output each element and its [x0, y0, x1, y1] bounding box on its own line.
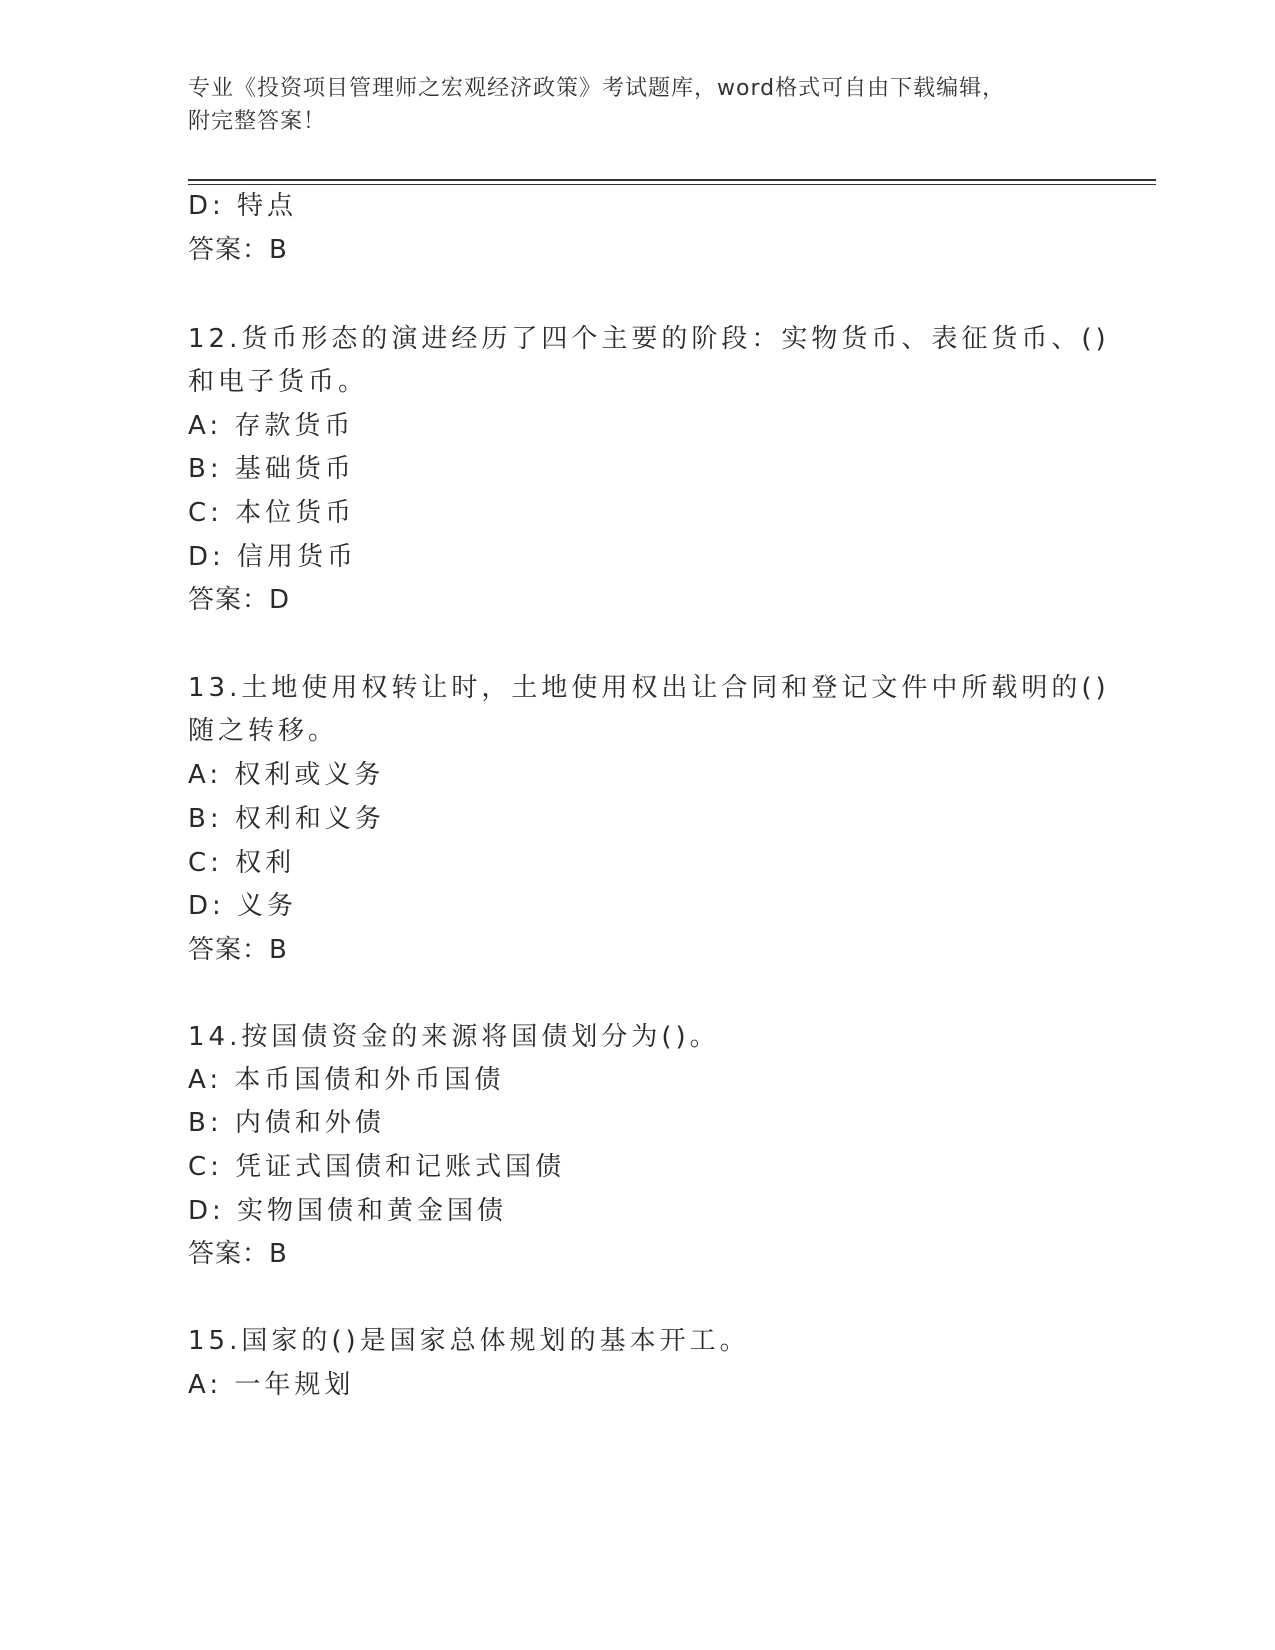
header-line-1: 专业《投资项目管理师之宏观经济政策》考试题库，word格式可自由下载编辑， [188, 76, 1006, 101]
q12-stem-line-2: 和电子货币。 [188, 367, 369, 397]
q15-option-a: A: 一年规划 [188, 1370, 355, 1400]
header-divider [188, 179, 1156, 181]
q14-option-b: B: 内债和外债 [188, 1108, 385, 1138]
document-header [188, 72, 1068, 138]
q14-answer: 答案：B [188, 1239, 288, 1269]
header-line-2: 附完整答案！ [188, 109, 327, 134]
prev-option-d: D: 特点 [188, 191, 298, 221]
q14-option-a: A: 本币国债和外币国债 [188, 1065, 505, 1095]
q13-stem-line-1: 13.土地使用权转让时，土地使用权出让合同和登记文件中所载明的() [188, 673, 1110, 703]
prev-answer: 答案：B [188, 235, 288, 265]
q14-option-d: D: 实物国债和黄金国债 [188, 1196, 508, 1226]
q12-option-b: B: 基础货币 [188, 454, 355, 484]
q12-answer: 答案：D [188, 585, 291, 615]
header-divider-thin [188, 184, 1156, 185]
q13-option-b: B: 权利和义务 [188, 804, 385, 834]
q12-option-a: A: 存款货币 [188, 411, 355, 441]
q13-answer: 答案：B [188, 935, 288, 965]
q12-stem-line-1: 12.货币形态的演进经历了四个主要的阶段：实物货币、表征货币、() [188, 324, 1110, 354]
q15-stem-line-1: 15.国家的()是国家总体规划的基本开工。 [188, 1326, 750, 1356]
q13-stem-line-2: 随之转移。 [188, 716, 339, 746]
q12-option-c: C: 本位货币 [188, 498, 356, 528]
q13-option-a: A: 权利或义务 [188, 760, 385, 790]
q14-option-c: C: 凭证式国债和记账式国债 [188, 1152, 566, 1182]
q13-option-d: D: 义务 [188, 891, 298, 921]
q13-option-c: C: 权利 [188, 848, 296, 878]
q12-option-d: D: 信用货币 [188, 542, 358, 572]
q14-stem-line-1: 14.按国债资金的来源将国债划分为()。 [188, 1022, 720, 1052]
